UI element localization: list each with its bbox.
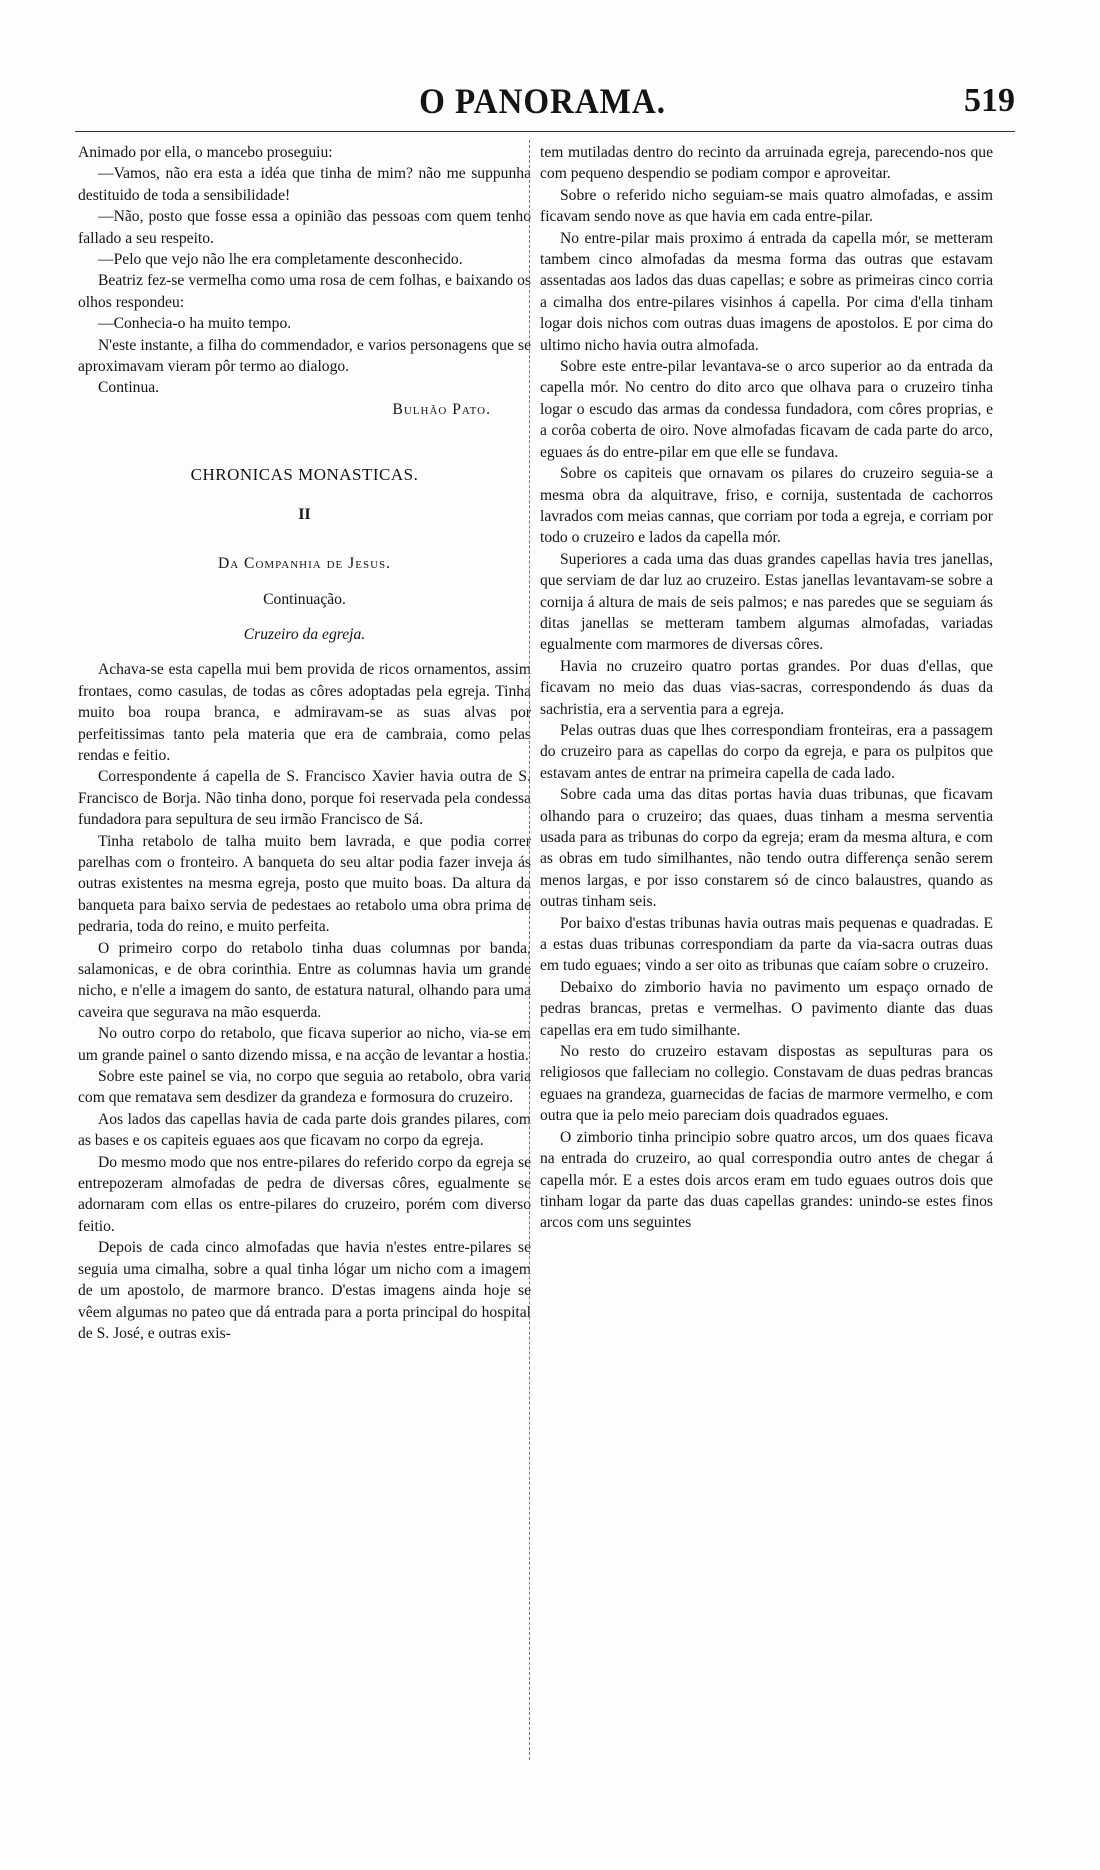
body-paragraph: Do mesmo modo que nos entre-pilares do referido corpo da egreja se entrepozeram almofadas de pedra de diversas côres, egualmente se adornaram com ellas os entre-pilares do cruzeiro, porém com diverso feitio. bbox=[78, 1153, 531, 1235]
body-paragraph: Havia no cruzeiro quatro portas grandes. Por duas d'ellas, que ficavam no meio das duas vias-sacras, correspondendo ás duas da sachristia, era a serventia para a egreja. bbox=[540, 657, 993, 718]
body-paragraph: Tinha retabolo de talha muito bem lavrada, e que podia correr parelhas com o fronteiro. A banqueta do seu altar podia fazer inveja ás outras existentes na mesma egreja, posto que muito boas. Da altura da banqueta para baixo servia de pedestaes ao retabolo uma obra prima de pedraria, toda do reino, e muito perfeita. bbox=[78, 832, 531, 936]
header-rule bbox=[75, 131, 1015, 132]
body-paragraph: Depois de cada cinco almofadas que havia n'estes entre-pilares se seguia uma cimalha, sobre a qual tinha lógar um nicho com a imagem de um apostolo, de marmore branco. D'estas imagens ainda hoje se vêem algumas no pateo que dá entrada para a porta principal do hospital de S. José, e outras exis- bbox=[78, 1239, 531, 1342]
publication-title: O PANORAMA. bbox=[419, 81, 666, 121]
story-paragraph: —Conhecia-o ha muito tempo. bbox=[98, 315, 292, 333]
continua-note: Continua. bbox=[98, 379, 160, 397]
story-paragraph: Beatriz fez-se vermelha como uma rosa de cem folhas, e baixando os olhos respondeu: bbox=[78, 272, 531, 311]
body-paragraph: No entre-pilar mais proximo á entrada da capella mór, se metteram tambem cinco almofadas da mesma forma das outras que estavam assentadas aos lados das duas capellas; e sobre as primeiras cinco corria a cimalha dos entre-pilares visinhos á capella. Por cima d'ella tinham logar dois nichos com outras duas imagens de apostolos. E por cima do ultimo nicho havia outra almofada. bbox=[540, 229, 993, 354]
body-paragraph: Sobre este painel se via, no corpo que seguia ao retabolo, obra varia com que rematava sem desdizer da grandeza e formosura do cruzeiro. bbox=[78, 1068, 531, 1107]
story-paragraph: —Não, posto que fosse essa a opinião das pessoas com quem tenho fallado a seu respeito. bbox=[78, 208, 531, 247]
body-paragraph: O primeiro corpo do retabolo tinha duas columnas por banda, salamonicas, e de obra corinthia. Entre as columnas havia um grande nicho, e n'elle a imagem do santo, de estatura natural, olhando para uma caveira que segurava na mão esquerda. bbox=[78, 939, 531, 1021]
section-heading: Cruzeiro da egreja. bbox=[243, 625, 366, 643]
right-column bbox=[540, 142, 993, 1234]
column-divider bbox=[529, 140, 530, 1760]
body-paragraph: Correspondente á capella de S. Francisco Xavier havia outra de S. Francisco de Borja. Não tinha dono, porque foi reservada pela condessa fundadora para sepultura de seu irmão Francisco de Sá. bbox=[78, 768, 531, 829]
body-paragraph: Superiores a cada uma das duas grandes capellas havia tres janellas, que serviam de dar luz ao cruzeiro. Estas janellas levantavam-se sobre a cornija á altura de mais de seis palmos; e nas paredes que se seguiam ás ditas janellas se metteram tambem algumas almofadas, variadas egualmente com marmores de diversas côres. bbox=[540, 550, 993, 654]
section-continuation: Continuação. bbox=[263, 590, 346, 608]
body-paragraph: No outro corpo do retabolo, que ficava superior ao nicho, via-se em um grande painel o santo dizendo missa, e na acção de levantar a hostia. bbox=[78, 1025, 531, 1064]
body-paragraph: Por baixo d'estas tribunas havia outras mais pequenas e quadradas. E a estas duas tribunas correspondiam da parte da via-sacra outras duas em tudo eguaes; vindo a ser oito as tribunas que caíam sobre o cruzeiro. bbox=[540, 914, 993, 975]
body-paragraph: O zimborio tinha principio sobre quatro arcos, um dos quaes ficava na entrada do cruzeiro, ao qual correspondia outro antes de chegar á capella mór. E a estes dois arcos eram em tudo eguaes outros dois que tinham logar da parte das duas capellas grandes: unindo-se estes finos arcos com uns seguintes bbox=[540, 1128, 993, 1232]
body-paragraph: Achava-se esta capella mui bem provida de ricos ornamentos, assim frontaes, como casulas, de todas as côres adoptadas pela egreja. Tinha muito boa roupa branca, e admiravam-se as suas alvas por perfeitissimas tanto pela materia que era de cambraia, como pelas rendas e feitio. bbox=[78, 661, 531, 764]
body-paragraph: Sobre os capiteis que ornavam os pilares do cruzeiro seguia-se a mesma obra da alquitrave, friso, e cornija, sustentada de cachorros lavrados com meias cannas, que corriam por toda a egreja, e corriam por todo o cruzeiro e lados da capella mór. bbox=[540, 465, 993, 547]
page-number: 519 bbox=[964, 82, 1015, 119]
section-subtitle: Da Companhia de Jesus. bbox=[217, 555, 392, 573]
body-paragraph: Debaixo do zimborio havia no pavimento um espaço ornado de pedras brancas, pretas e vermelhas. O pavimento diante das duas capellas era em tudo similhante. bbox=[540, 978, 993, 1039]
body-paragraph: Sobre o referido nicho seguiam-se mais quatro almofadas, e assim ficavam sendo nove as que havia em cada entre-pilar. bbox=[540, 186, 993, 226]
story-paragraph: Animado por ella, o mancebo proseguiu: bbox=[78, 144, 333, 161]
body-paragraph: Sobre este entre-pilar levantava-se o arco superior ao da entrada da capella mór. No centro do dito arco que olhava para o cruzeiro tinha logar o escudo das armas da condessa fundadora, com côres proprias, e a corôa coberta de oiro. Nove almofadas ficavam de cada parte do arco, eguaes ás do entre-pilar em que elle se fundava. bbox=[540, 358, 993, 461]
story-paragraph: —Pelo que vejo não lhe era completamente desconhecido. bbox=[98, 251, 463, 269]
body-paragraph: Pelas outras duas que lhes correspondiam fronteiras, era a passagem do cruzeiro para as capellas do corpo da egreja, e para os pulpitos que estavam antes de entrar na primeira capella de cada lado. bbox=[540, 721, 993, 782]
story-paragraph: —Vamos, não era esta a idéa que tinha de mim? não me suppunha destituido de toda a sensibilidade! bbox=[78, 165, 531, 204]
section-number: II bbox=[298, 505, 311, 523]
body-paragraph: No resto do cruzeiro estavam dispostas as sepulturas para os religiosos que falleciam no collegio. Constavam de duas pedras brancas eguaes na grandeza, guarnecidas de facias de marmore vermelho, e com outra que ia pelo meio pareciam dois quadrados eguaes. bbox=[540, 1043, 993, 1125]
body-paragraph: Sobre cada uma das ditas portas havia duas tribunas, que ficavam olhando para o cruzeiro; das quaes, duas tinham a mesma serventia usada para as tribunas do corpo da egreja; eram da mesma altura, e com as obras em tudo similhantes, não tendo outra differença senão serem menos largas, e por isso constarem só de cinco balaustres, quando as outras tinham seis. bbox=[540, 786, 993, 911]
masthead bbox=[70, 80, 1015, 126]
author-signature: Bulhão Pato. bbox=[392, 400, 491, 418]
section-title: CHRONICAS MONASTICAS. bbox=[190, 465, 419, 485]
body-paragraph: tem mutiladas dentro do recinto da arruinada egreja, parecendo-nos que com pequeno despendio se podiam compor e aproveitar. bbox=[540, 144, 993, 183]
body-paragraph: Aos lados das capellas havia de cada parte dois grandes pilares, com as bases e os capiteis eguaes aos que ficavam no corpo da egreja. bbox=[78, 1110, 531, 1150]
story-paragraph: N'este instante, a filha do commendador, e varios personagens que se aproximavam vieram pôr termo ao dialogo. bbox=[78, 336, 531, 376]
left-column bbox=[78, 142, 531, 1344]
